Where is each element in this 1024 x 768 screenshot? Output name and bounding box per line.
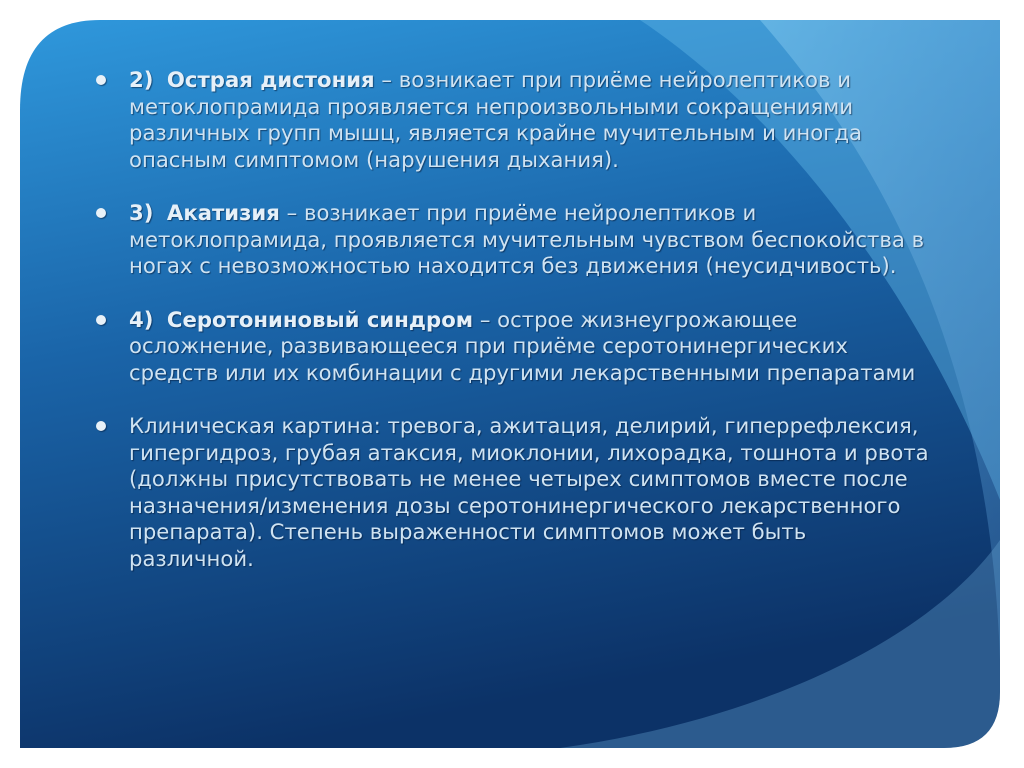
bullet-item-akathisia	[96, 200, 936, 280]
bullet-dot-icon	[96, 208, 106, 218]
bullet-text: – возникает при приёме нейролептиков и метоклопрамида проявляется непроизвольными сокращениями различных групп мышц, является крайне мучительным и иногда опасным симптомом (нарушения дыхания).	[129, 67, 862, 172]
bullet-text: – острое жизнеугрожающее осложнение, развивающееся при приёме серотонинергических средств или их комбинации с другими лекарственными препаратами	[129, 306, 916, 385]
bullet-item-clinical-picture	[96, 413, 936, 572]
bullet-number: 2)	[129, 67, 154, 92]
bullet-text: Клиническая картина: тревога, ажитация, делирий, гиперрефлексия, гипергидроз, грубая атаксия, миоклонии, лихорадка, тошнота и рвота (должны присутствовать не менее четырех симптомов вместе после назначения/изменения дозы серотонинергического лекарственного препарата). Степень выраженности симптомов может быть различной.	[129, 413, 929, 571]
bullet-item-serotonin-syndrome	[96, 307, 936, 387]
bullet-dot-icon	[96, 75, 106, 85]
bullet-item-acute-dystonia	[96, 67, 936, 173]
bullet-term: Острая дистония	[166, 67, 375, 92]
bullet-dot-icon	[96, 315, 106, 325]
bullet-term: Серотониновый синдром	[166, 306, 474, 332]
bullet-text: – возникает при приёме нейролептиков и метоклопрамида, проявляется мучительным чувством беспокойства в ногах с невозможностью находится без движения (неусидчивость).	[129, 200, 925, 278]
bullet-number: 4)	[129, 306, 154, 332]
bullet-number: 3)	[129, 200, 154, 225]
bullet-dot-icon	[96, 421, 106, 431]
bullet-term: Акатизия	[166, 200, 280, 225]
slide-content	[96, 67, 936, 599]
